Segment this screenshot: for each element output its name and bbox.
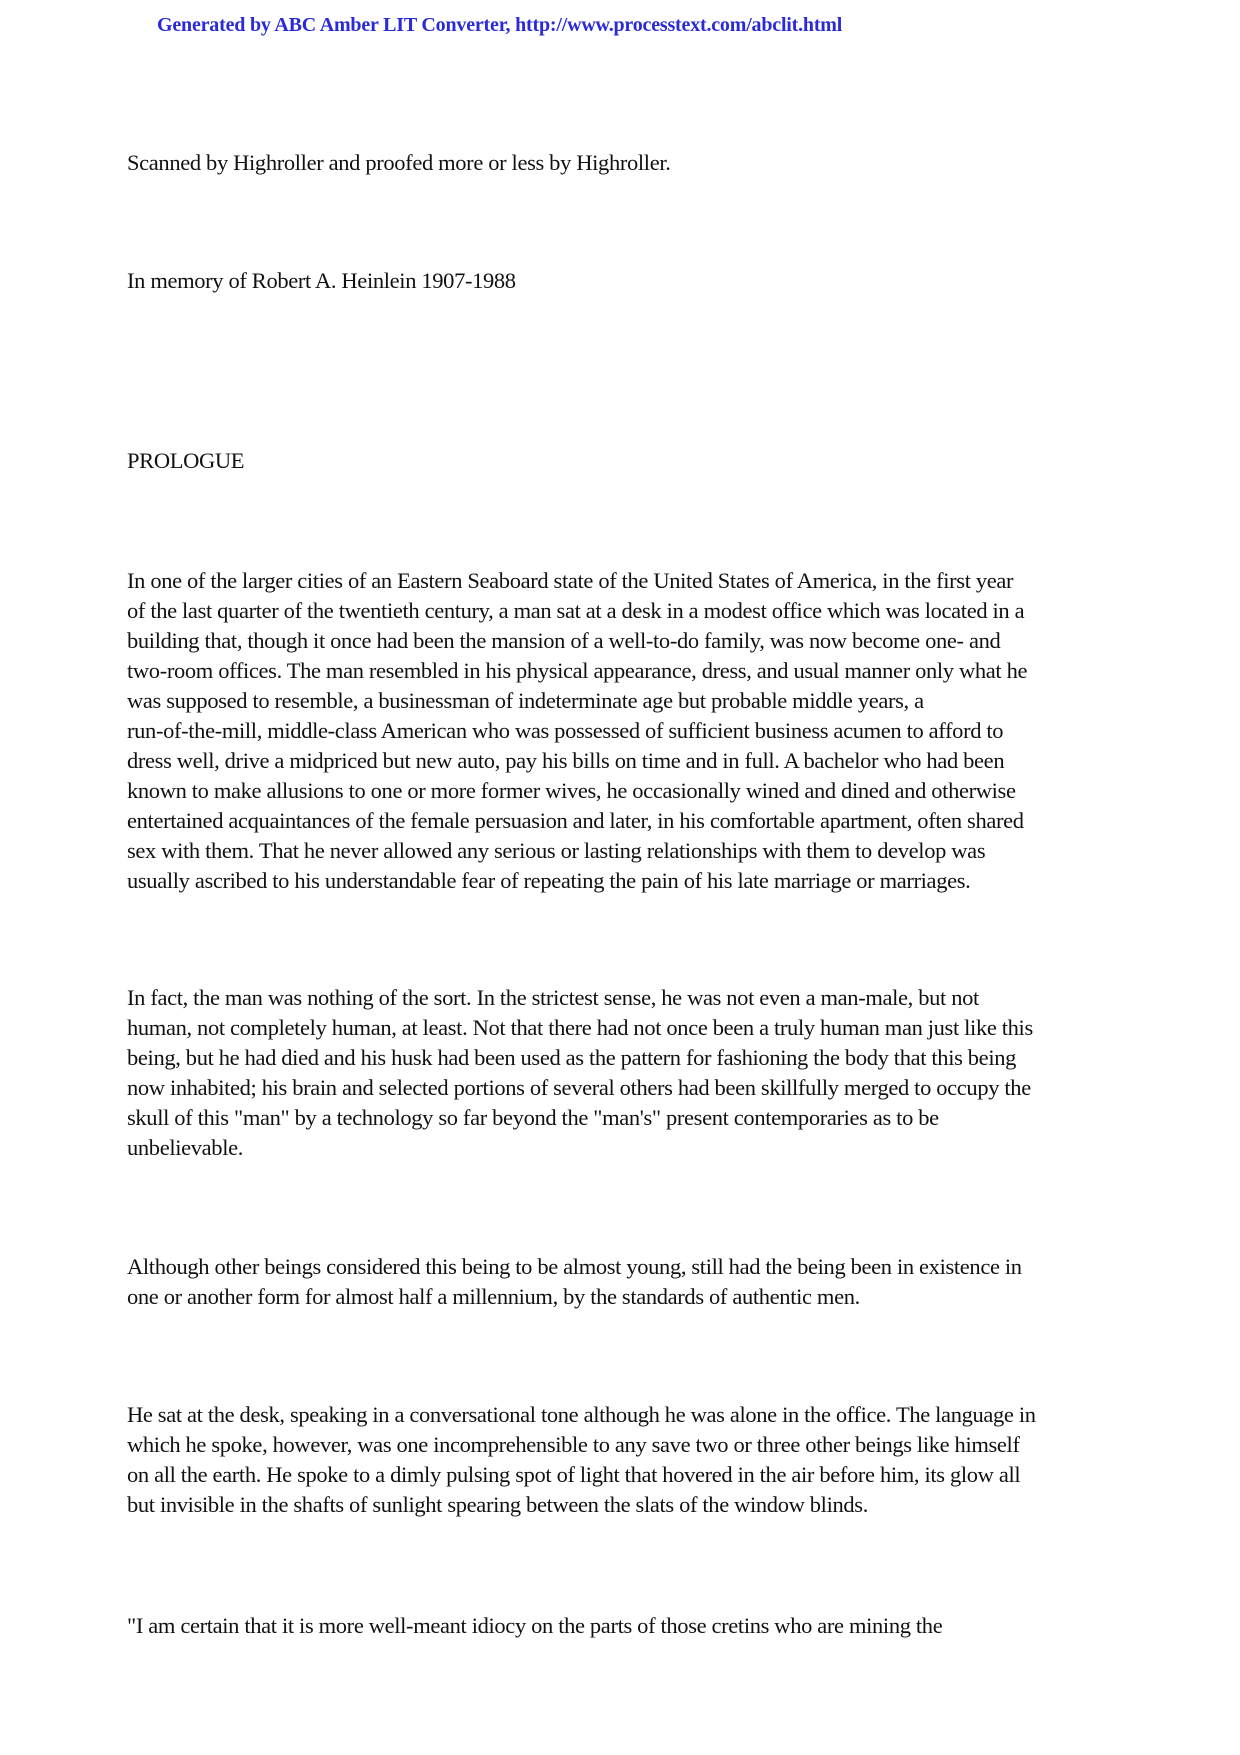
paragraph-line: run-of-the-mill, middle-class American who was possessed of sufficient business acumen to afford to: [127, 718, 1004, 743]
scan-credit: Scanned by Highroller and proofed more or less by Highroller.: [127, 150, 671, 175]
paragraph-line: of the last quarter of the twentieth century, a man sat at a desk in a modest office which was located in a: [127, 598, 1025, 623]
dedication: In memory of Robert A. Heinlein 1907-1988: [127, 268, 516, 293]
paragraph-line: Although other beings considered this being to be almost young, still had the being been in existence in: [127, 1254, 1022, 1279]
paragraph-line: skull of this "man" by a technology so far beyond the "man's" present contemporaries as to be: [127, 1105, 939, 1130]
paragraph-2: [127, 983, 1127, 1163]
paragraph-line: human, not completely human, at least. Not that there had not once been a truly human man just like this: [127, 1015, 1033, 1040]
chapter-heading: PROLOGUE: [127, 448, 245, 473]
paragraph-3: [127, 1252, 1127, 1312]
paragraph-1: [127, 566, 1127, 896]
paragraph-line: building that, though it once had been the mansion of a well-to-do family, was now become one- and: [127, 628, 1001, 653]
paragraph-line: He sat at the desk, speaking in a conversational tone although he was alone in the office. The language in: [127, 1402, 1036, 1427]
paragraph-line: In one of the larger cities of an Eastern Seaboard state of the United States of America, in the first year: [127, 568, 1014, 593]
paragraph-line: In fact, the man was nothing of the sort. In the strictest sense, he was not even a man-male, but not: [127, 985, 979, 1010]
paragraph-line: but invisible in the shafts of sunlight spearing between the slats of the window blinds.: [127, 1492, 868, 1517]
paragraph-line: now inhabited; his brain and selected portions of several others had been skillfully merged to occupy the: [127, 1075, 1031, 1100]
converter-header-link[interactable]: Generated by ABC Amber LIT Converter, http://www.processtext.com/abclit.html: [157, 14, 843, 36]
paragraph-line: entertained acquaintances of the female persuasion and later, in his comfortable apartment, often shared: [127, 808, 1024, 833]
paragraph-line: was supposed to resemble, a businessman of indeterminate age but probable middle years, a: [127, 688, 924, 713]
paragraph-line: dress well, drive a midpriced but new auto, pay his bills on time and in full. A bachelor who had been: [127, 748, 1005, 773]
paragraph-line: one or another form for almost half a millennium, by the standards of authentic men.: [127, 1284, 860, 1309]
paragraph-line: two-room offices. The man resembled in his physical appearance, dress, and usual manner only what he: [127, 658, 1028, 683]
paragraph-line: "I am certain that it is more well-meant idiocy on the parts of those cretins who are mining the: [127, 1613, 943, 1638]
paragraph-line: known to make allusions to one or more former wives, he occasionally wined and dined and otherwise: [127, 778, 1016, 803]
paragraph-5: [127, 1611, 1127, 1641]
paragraph-line: being, but he had died and his husk had been used as the pattern for fashioning the body that this being: [127, 1045, 1017, 1070]
paragraph-4: [127, 1400, 1127, 1520]
paragraph-line: unbelievable.: [127, 1135, 244, 1160]
paragraph-line: which he spoke, however, was one incomprehensible to any save two or three other beings like himself: [127, 1432, 1020, 1457]
paragraph-line: on all the earth. He spoke to a dimly pulsing spot of light that hovered in the air before him, its glow all: [127, 1462, 1021, 1487]
paragraph-line: sex with them. That he never allowed any serious or lasting relationships with them to develop was: [127, 838, 986, 863]
paragraph-line: usually ascribed to his understandable fear of repeating the pain of his late marriage or marriages.: [127, 868, 971, 893]
